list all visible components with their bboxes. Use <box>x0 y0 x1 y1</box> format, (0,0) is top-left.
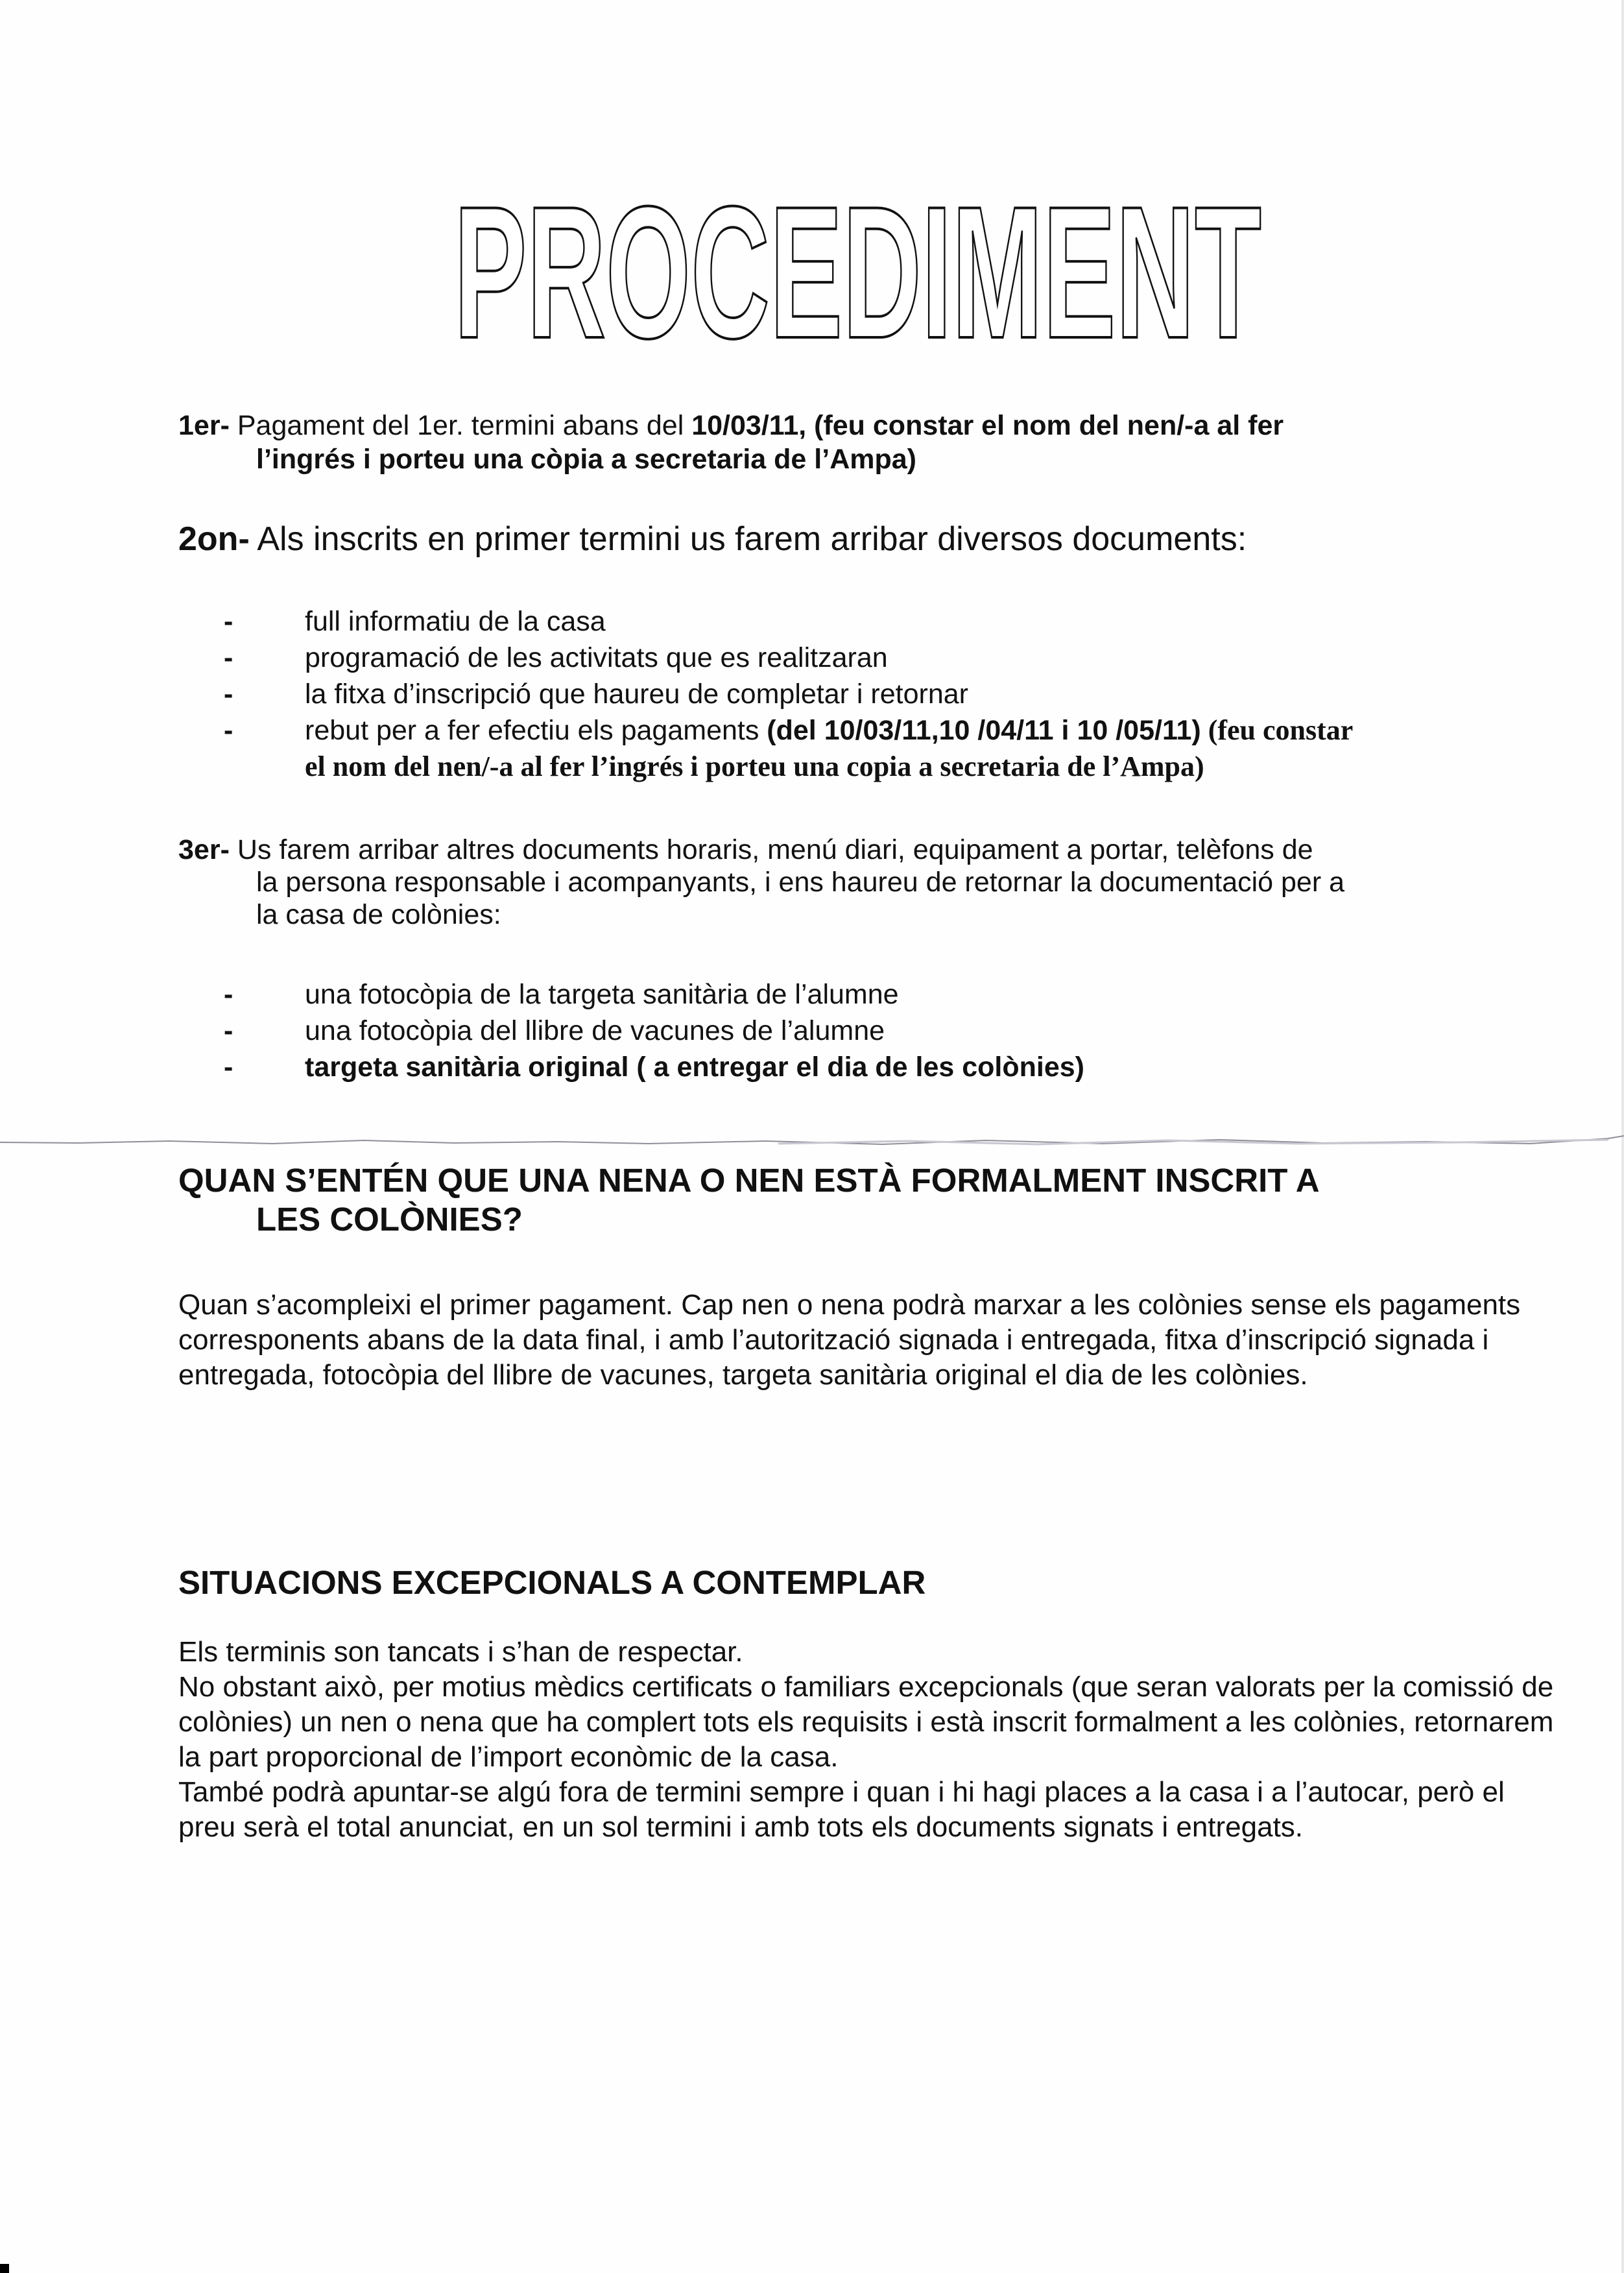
step-3-document-list <box>224 976 1084 1085</box>
step-text: Pagament del 1er. termini abans del <box>237 410 692 441</box>
payment-dates: (del 10/03/11,10 /04/11 i 10 /05/11) <box>767 715 1201 746</box>
scan-corner-mark <box>0 2264 9 2273</box>
document-title <box>454 201 1265 347</box>
section-heading-formal-inscription <box>178 1161 1540 1239</box>
list-item <box>224 676 1573 712</box>
list-item <box>224 1049 1084 1085</box>
paragraph-line: També podrà apuntar-se algú fora de termini sempre i quan i hi hagi places a la casa i a l’autocar, però el preu serà el total anunciat, en un sol termini i amb tots els documents signats i entregats. <box>178 1776 1505 1843</box>
dash-bullet-icon: - <box>224 1015 233 1046</box>
dash-bullet-icon: - <box>224 715 233 746</box>
paragraph-line: No obstant això, per motius mèdics certificats o familiars excepcionals (que seran valorats per la comissió de colònies) un nen o nena que ha complert tots els requisits i està inscrit formalment a les colònies, retornarem la part proporcional de l’import econòmic de la casa. <box>178 1671 1554 1773</box>
dash-bullet-icon: - <box>224 679 233 710</box>
dash-bullet-icon: - <box>224 606 233 637</box>
payment-note: (feu constar <box>1200 714 1354 746</box>
list-item-text: rebut per a fer efectiu els pagaments <box>305 715 767 746</box>
list-item <box>224 712 1573 785</box>
paper-fold-line <box>0 1132 1624 1151</box>
heading-line-1: QUAN S’ENTÉN QUE UNA NENA O NEN ESTÀ FORMALMENT INSCRIT A <box>178 1162 1320 1199</box>
step-2-document-list <box>224 603 1573 785</box>
list-item <box>224 603 1573 640</box>
payment-note-continuation: el nom del nen/-a al fer l’ingrés i porteu una copia a secretaria de l’Ampa) <box>305 751 1204 782</box>
section-heading-exceptional: SITUACIONS EXCEPCIONALS A CONTEMPLAR <box>178 1564 926 1601</box>
step-number: 2on- <box>178 520 250 558</box>
exceptional-situations-paragraph <box>178 1635 1560 1845</box>
step-text: Als inscrits en primer termini us farem arribar diversos documents: <box>257 520 1247 558</box>
dash-bullet-icon: - <box>224 1052 233 1083</box>
list-item-text: targeta sanitària original ( a entregar el dia de les colònies) <box>305 1052 1085 1083</box>
step-note-continuation: l’ingrés i porteu una còpia a secretaria de l’Ampa) <box>256 444 916 475</box>
outlined-title-svg <box>454 201 1265 347</box>
step-1 <box>178 409 1540 476</box>
list-item-text: programació de les activitats que es realitzaran <box>305 642 888 673</box>
formal-inscription-paragraph: Quan s’acompleixi el primer pagament. Cap nen o nena podrà marxar a les colònies sense els pagaments corresponents abans de la data final, i amb l’autorització signada i entregada, fitxa d’inscripció signada i entregada, fotocòpia del llibre de vacunes, targeta sanitària original el dia de les colònies. <box>178 1289 1521 1391</box>
list-item <box>224 976 1084 1013</box>
heading-line-2: LES COLÒNIES? <box>256 1201 523 1238</box>
list-item-text: una fotocòpia del llibre de vacunes de l’alumne <box>305 1015 885 1046</box>
list-item-text: full informatiu de la casa <box>305 606 606 637</box>
list-item <box>224 1013 1084 1049</box>
dash-bullet-icon: - <box>224 979 233 1010</box>
list-item-text: una fotocòpia de la targeta sanitària de l’alumne <box>305 979 899 1010</box>
step-3 <box>178 834 1573 931</box>
step-2 <box>178 522 1573 556</box>
step-date: 10/03/11 <box>691 410 799 441</box>
list-item-text: la fitxa d’inscripció que haureu de completar i retornar <box>305 679 968 710</box>
list-item <box>224 640 1573 676</box>
step-text-line-3: la casa de colònies: <box>256 899 501 930</box>
step-text-line-2: la persona responsable i acompanyants, i ens haureu de retornar la documentació per a <box>256 867 1345 898</box>
step-text-line-1: Us farem arribar altres documents horaris, menú diari, equipament a portar, telèfons de <box>237 834 1313 865</box>
dash-bullet-icon: - <box>224 642 233 673</box>
step-number: 3er- <box>178 834 230 865</box>
paragraph-line: Els terminis son tancats i s’han de respectar. <box>178 1636 743 1668</box>
step-note: , (feu constar el nom del nen/-a al fer <box>798 410 1284 441</box>
title-text: PROCEDIMENT <box>454 201 1261 347</box>
step-number: 1er- <box>178 410 230 441</box>
